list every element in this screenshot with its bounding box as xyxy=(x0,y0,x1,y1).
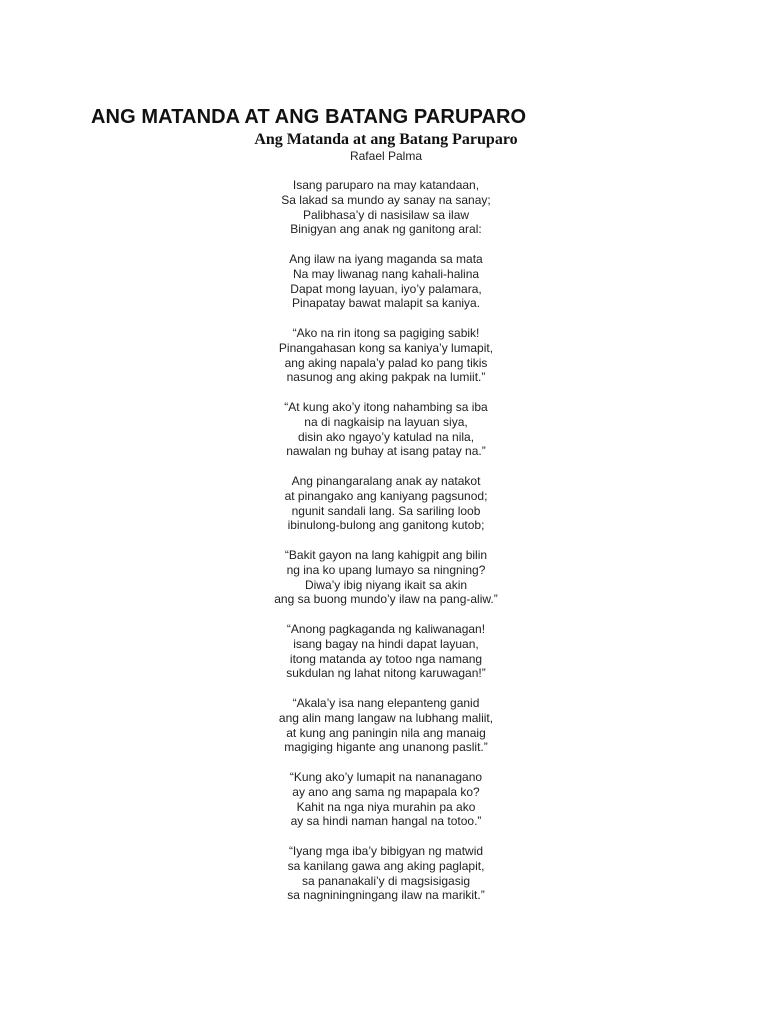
poem-line: itong matanda ay totoo nga namang xyxy=(289,651,483,666)
poem-line: sa pananakali’y di magsisigasig xyxy=(301,873,471,888)
poem-line: sa kanilang gawa ang aking paglapit, xyxy=(287,858,485,873)
poem-line: nawalan ng buhay at isang patay na.” xyxy=(286,444,486,459)
page-heading: ANG MATANDA AT ANG BATANG PARUPARO xyxy=(91,106,527,128)
poem-line: at kung ang paningin nila ang manaig xyxy=(286,725,486,740)
poem-line: at pinangako ang kaniyang pagsunod; xyxy=(284,488,488,503)
poem-line: Diwa’y ibig niyang ikait sa akin xyxy=(304,577,468,592)
poem-line: ang aking napala’y palad ko pang tikis xyxy=(284,355,488,370)
stanza-9 xyxy=(186,770,586,829)
poem-line: ng ina ko upang lumayo sa ningning? xyxy=(286,562,486,577)
poem-line: Palibhasa’y di nasisilaw sa ilaw xyxy=(302,207,470,222)
stanza-7 xyxy=(186,622,586,681)
stanza-5 xyxy=(186,474,586,533)
poem-line: “Iyang mga iba’y bibigyan ng matwid xyxy=(288,844,484,858)
poem-line: magiging higante ang unanong paslit.” xyxy=(284,740,488,755)
poem-line: isang bagay na hindi dapat layuan, xyxy=(293,636,479,651)
poem-line: Dapat mong layuan, iyo’y palamara, xyxy=(290,281,482,296)
poem-author: Rafael Palma xyxy=(349,149,423,163)
poem-line: Ang pinangaralang anak ay natakot xyxy=(291,474,481,488)
poem-line: Kahit na nga niya murahin pa ako xyxy=(296,799,476,814)
poem-block xyxy=(186,131,586,918)
poem-line: na di nagkaisip na layuan siya, xyxy=(304,414,468,429)
poem-line: “Akala’y isa nang elepanteng ganid xyxy=(292,696,480,710)
poem-line: disin ako ngayo’y katulad na nila, xyxy=(297,429,475,444)
stanza-8 xyxy=(186,696,586,755)
poem-line: Na may liwanag nang kahali-halina xyxy=(292,266,480,281)
poem-title: Ang Matanda at ang Batang Paruparo xyxy=(254,131,518,148)
stanza-2 xyxy=(186,252,586,311)
poem-line: “Kung ako’y lumapit na nananagano xyxy=(289,770,483,784)
poem-line: “At kung ako’y itong nahambing sa iba xyxy=(284,400,488,414)
poem-line: sukdulan ng lahat nitong karuwagan!” xyxy=(286,666,486,681)
poem-line: Binigyan ang anak ng ganitong aral: xyxy=(290,222,482,237)
stanza-1 xyxy=(186,178,586,237)
poem-line: “Anong pagkaganda ng kaliwanagan! xyxy=(286,622,486,636)
poem-line: ang sa buong mundo’y ilaw na pang-aliw.” xyxy=(274,592,498,607)
stanza-3 xyxy=(186,326,586,385)
stanza-10 xyxy=(186,844,586,903)
poem-line: ang alin mang langaw na lubhang maliit, xyxy=(278,710,494,725)
poem-line: ngunit sandali lang. Sa sariling loob xyxy=(291,503,481,518)
poem-line: sa nagniningningang ilaw na marikit.” xyxy=(287,888,485,903)
stanza-6 xyxy=(186,548,586,607)
poem-line: “Bakit gayon na lang kahigpit ang bilin xyxy=(284,548,488,562)
poem-line: ay sa hindi naman hangal na totoo.” xyxy=(290,814,482,829)
poem-line: Sa lakad sa mundo ay sanay na sanay; xyxy=(281,192,491,207)
poem-line: ay ano ang sama ng mapapala ko? xyxy=(292,784,480,799)
stanza-4 xyxy=(186,400,586,459)
poem-line: nasunog ang aking pakpak na lumiit.” xyxy=(286,370,486,385)
poem-line: Pinapatay bawat malapit sa kaniya. xyxy=(291,296,481,311)
poem-line: Ang ilaw na iyang maganda sa mata xyxy=(289,252,483,266)
poem-line: “Ako na rin itong sa pagiging sabik! xyxy=(292,326,480,340)
poem-stanzas xyxy=(186,178,586,903)
poem-line: ibinulong-bulong ang ganitong kutob; xyxy=(287,518,485,533)
poem-line: Isang paruparo na may katandaan, xyxy=(292,178,480,192)
poem-line: Pinangahasan kong sa kaniya’y lumapit, xyxy=(278,340,494,355)
